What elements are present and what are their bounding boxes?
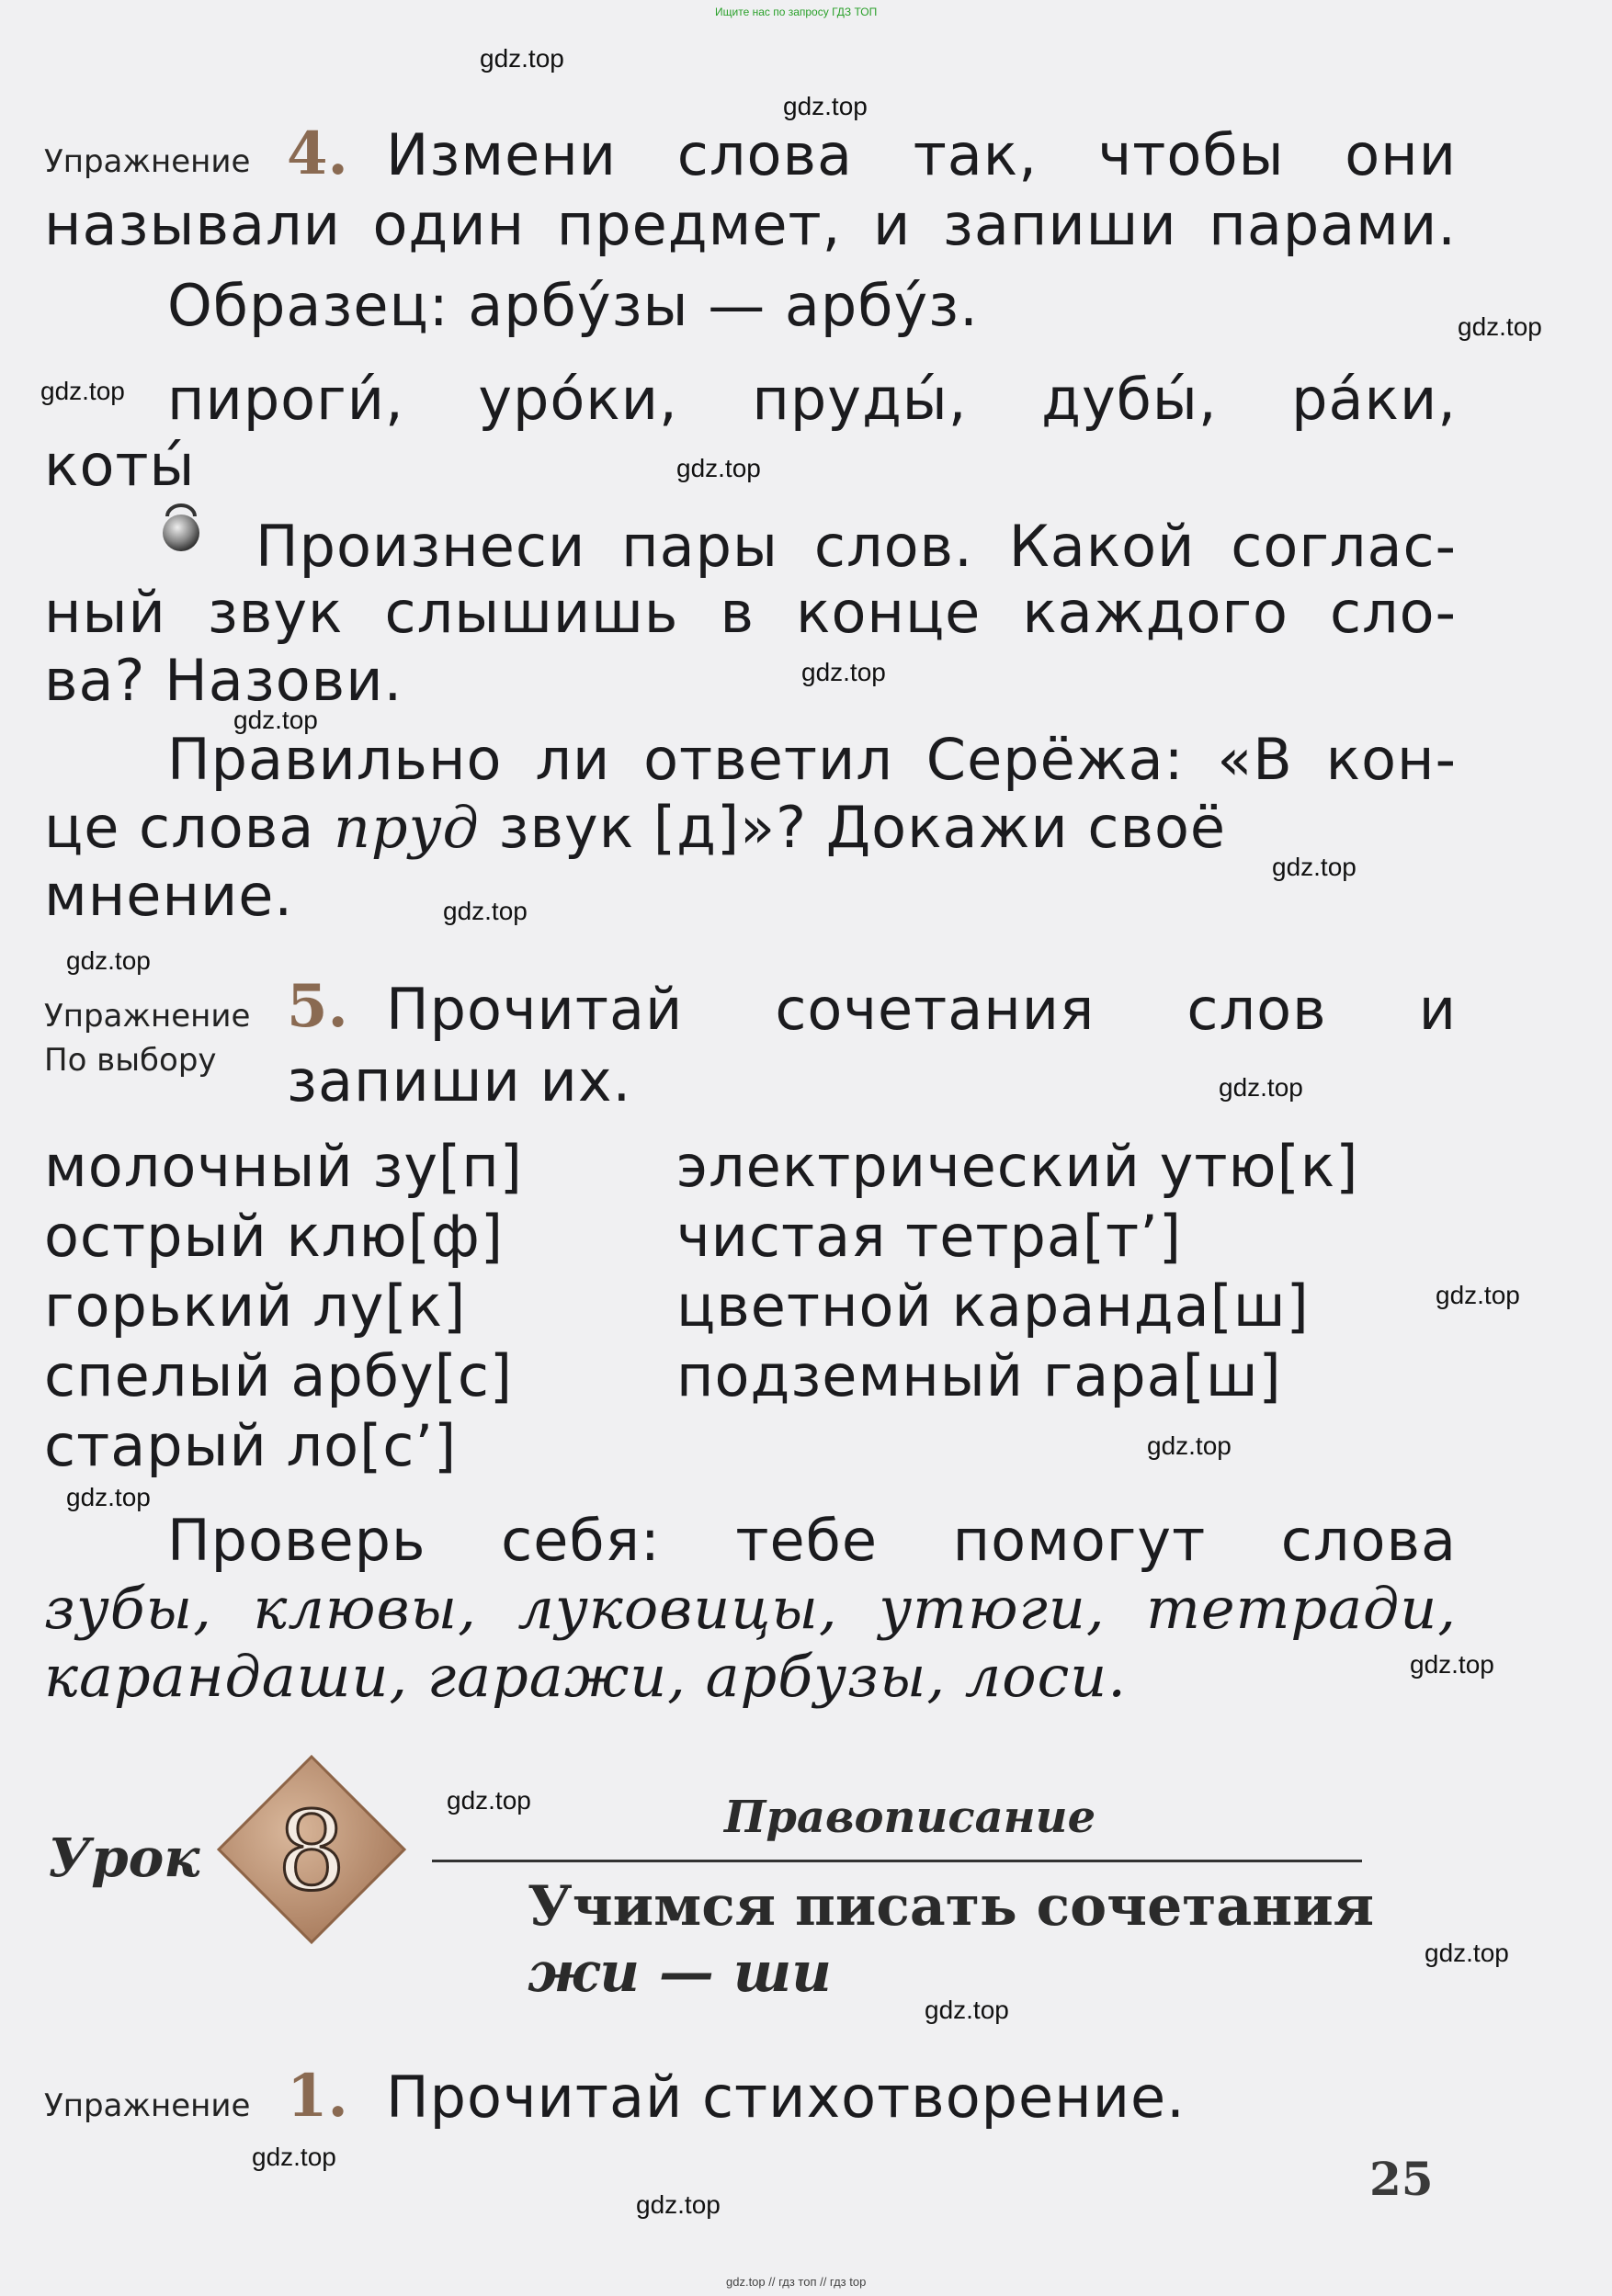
word: кон- <box>1325 726 1457 793</box>
word: запиши <box>942 191 1177 258</box>
watermark: gdz.top <box>925 1996 1009 2024</box>
watermark: gdz.top <box>1436 1281 1520 1309</box>
word: ный <box>44 579 166 646</box>
exercise-number: 1. <box>287 2062 348 2131</box>
exercise-number: 5. <box>287 972 348 1041</box>
watermark: gdz.top <box>676 454 761 482</box>
lesson-divider <box>432 1860 1362 1862</box>
page-number: 25 <box>1369 2152 1434 2206</box>
word-pair: острый клю[ф] <box>44 1203 505 1270</box>
ex4-task-line2 <box>44 191 1457 258</box>
word-pair: старый ло[с’] <box>44 1412 458 1479</box>
watermark: gdz.top <box>66 1483 151 1511</box>
exercise-label: Упражнение <box>44 998 251 1035</box>
watermark: gdz.top <box>1425 1939 1509 1967</box>
watermark: gdz.top <box>443 897 528 925</box>
word: Серёжа: <box>925 726 1185 793</box>
word: пироги́, <box>167 366 404 433</box>
word: конце <box>796 579 982 646</box>
ex5-left-column <box>44 1132 523 1481</box>
word-pair: цветной каранда[ш] <box>676 1272 1310 1340</box>
lesson-subject: Правописание <box>724 1792 1096 1843</box>
word: слова <box>676 121 853 188</box>
word: уро́ки, <box>478 366 678 433</box>
word: клювы, <box>253 1575 477 1642</box>
word: Какой <box>1008 513 1196 580</box>
word: в <box>720 579 755 646</box>
watermark: gdz.top <box>40 377 125 405</box>
word: так, <box>913 121 1038 188</box>
ex5-check-line2 <box>44 1575 1457 1642</box>
word: соглас- <box>1231 513 1457 580</box>
word: парами. <box>1209 191 1457 258</box>
word: Проверь <box>167 1507 426 1574</box>
word: себя: <box>501 1507 661 1574</box>
word: каждого <box>1022 579 1288 646</box>
exercise-sublabel: По выбору <box>44 1042 217 1079</box>
word: называли <box>44 191 341 258</box>
speak-icon <box>154 502 208 555</box>
ex4-say-line3: ва? Назови. <box>44 647 403 714</box>
watermark: gdz.top <box>233 706 318 734</box>
word: пруды́, <box>752 366 968 433</box>
word: тетради, <box>1146 1575 1457 1642</box>
word: Произнеси <box>255 513 586 580</box>
ex4-task-line1 <box>386 121 1457 188</box>
watermark: gdz.top <box>447 1786 531 1815</box>
word: утюги, <box>879 1575 1106 1642</box>
word: сло- <box>1329 579 1457 646</box>
word: луковицы, <box>517 1575 838 1642</box>
word: и <box>872 191 912 258</box>
word: звук <box>207 579 344 646</box>
word: они <box>1345 121 1457 188</box>
word-pair: спелый арбу[с] <box>44 1342 514 1409</box>
word: сочетания <box>775 976 1095 1043</box>
word: тебе <box>735 1507 879 1574</box>
lesson-title-combination: жи — ши <box>528 1940 832 2005</box>
watermark: gdz.top <box>1272 853 1357 881</box>
word: слов. <box>813 513 973 580</box>
ex5-right-column <box>676 1132 1358 1411</box>
watermark: gdz.top <box>783 92 868 120</box>
watermark: gdz.top <box>1410 1650 1494 1679</box>
word-pair: подземный гара[ш] <box>676 1342 1282 1409</box>
lesson-number: 8 <box>277 1788 346 1915</box>
watermark: gdz.top <box>1219 1073 1303 1102</box>
watermark: gdz.top <box>801 658 886 686</box>
watermark: gdz.top <box>252 2143 336 2171</box>
ex5-check-line1 <box>167 1507 1457 1574</box>
word: и <box>1418 976 1457 1043</box>
word: один <box>372 191 526 258</box>
ex4-question-line2: це слова пруд звук [д]»? Докажи своё <box>44 794 1227 861</box>
ex5-check-line3: карандаши, гаражи, арбузы, лоси. <box>44 1643 1127 1710</box>
footer-stamp: gdz.top // гдз топ // гдз top <box>726 2275 867 2289</box>
ex1-task: Прочитай стихотворение. <box>386 2064 1186 2131</box>
lesson-number-badge <box>215 1753 408 1946</box>
ex4-words-line2: коты́ <box>44 432 196 499</box>
word: «В <box>1217 726 1293 793</box>
top-stamp: Ищите нас по запросу ГДЗ ТОП <box>715 6 878 18</box>
word: предмет, <box>556 191 842 258</box>
ex4-say-line2 <box>44 579 1457 646</box>
word: слов <box>1186 976 1327 1043</box>
ex5-task-line1 <box>386 976 1457 1043</box>
watermark: gdz.top <box>636 2190 721 2219</box>
word: Правильно <box>167 726 503 793</box>
word: помогут <box>952 1507 1207 1574</box>
watermark: gdz.top <box>66 946 151 975</box>
word-pair: молочный зу[п] <box>44 1133 523 1200</box>
ex4-say-line1 <box>255 513 1457 580</box>
ex4-example: Образец: арбу́зы — арбу́з. <box>167 272 979 339</box>
word-pair: электрический утю[к] <box>676 1133 1359 1200</box>
word: Измени <box>386 121 618 188</box>
ex5-task-line2: запиши их. <box>287 1047 632 1114</box>
word: слышишь <box>384 579 679 646</box>
word: ответил <box>643 726 893 793</box>
watermark: gdz.top <box>1147 1431 1232 1460</box>
exercise-label: Упражнение <box>44 143 251 180</box>
ex4-question-line3: мнение. <box>44 862 294 929</box>
ex4-question-line1 <box>167 726 1457 793</box>
lesson-title: Учимся писать сочетания <box>528 1874 1375 1939</box>
word-pair: чистая тетра[т’] <box>676 1203 1183 1270</box>
word: Прочитай <box>386 976 684 1043</box>
word: ли <box>535 726 611 793</box>
word: ра́ки, <box>1291 366 1457 433</box>
watermark: gdz.top <box>480 44 564 73</box>
word: дубы́, <box>1041 366 1218 433</box>
word: зубы, <box>44 1575 212 1642</box>
word: слова <box>1280 1507 1457 1574</box>
exercise-number: 4. <box>287 119 348 188</box>
exercise-label: Упражнение <box>44 2087 251 2124</box>
word: пары <box>621 513 778 580</box>
ex4-words-line1 <box>167 366 1457 433</box>
lesson-word: Урок <box>48 1827 200 1889</box>
word: чтобы <box>1097 121 1285 188</box>
watermark: gdz.top <box>1458 312 1542 341</box>
word-pair: горький лу[к] <box>44 1272 467 1340</box>
